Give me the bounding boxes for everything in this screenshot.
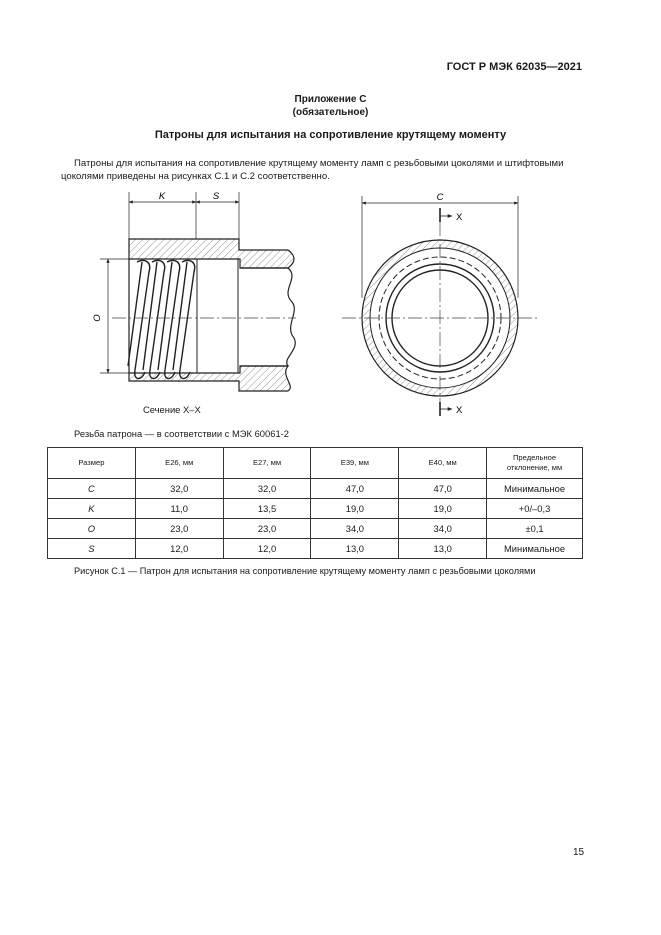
cell-e39: 19,0 xyxy=(311,499,399,519)
header-size: Размер xyxy=(48,448,136,479)
page-number: 15 xyxy=(573,847,585,858)
cell-e27: 12,0 xyxy=(223,539,311,559)
cell-tolerance: Минимальное xyxy=(487,539,583,559)
table-row xyxy=(48,539,583,559)
cell-size: S xyxy=(48,539,136,559)
cell-e39: 47,0 xyxy=(311,479,399,499)
cell-e26: 32,0 xyxy=(135,479,223,499)
section-marker-top: X xyxy=(456,212,463,223)
intro-paragraph: Патроны для испытания на сопротивление крутящему моменту ламп с резьбовыми цоколями и штифтовыми цоколями приведены на рисунках С.1 и С.2 соответственно. xyxy=(61,158,564,182)
figure-caption: Рисунок С.1 — Патрон для испытания на сопротивление крутящему моменту ламп с резьбовыми цоколями xyxy=(74,566,536,576)
table-row xyxy=(48,499,583,519)
cell-tolerance: Минимальное xyxy=(487,479,583,499)
table-row xyxy=(48,519,583,539)
annex-status: (обязательное) xyxy=(292,107,369,118)
cell-e40: 34,0 xyxy=(399,519,487,539)
table-header-row xyxy=(48,448,583,479)
cell-e39: 13,0 xyxy=(311,539,399,559)
section-title: Патроны для испытания на сопротивление крутящему моменту xyxy=(154,129,507,141)
table-row xyxy=(48,479,583,499)
cell-e27: 23,0 xyxy=(223,519,311,539)
dim-label-o: O xyxy=(92,314,103,322)
section-view xyxy=(92,191,296,391)
cell-e40: 19,0 xyxy=(399,499,487,519)
header-e40: E40, мм xyxy=(399,448,487,479)
cell-e40: 13,0 xyxy=(399,539,487,559)
cell-e26: 23,0 xyxy=(135,519,223,539)
thread-note: Резьба патрона — в соответствии с МЭК 60061-2 xyxy=(74,428,289,439)
dim-label-s: S xyxy=(212,191,220,202)
cell-e26: 11,0 xyxy=(135,499,223,519)
header-e26: E26, мм xyxy=(135,448,223,479)
cell-tolerance: ±0,1 xyxy=(487,519,583,539)
end-view xyxy=(342,192,538,416)
section-label: Сечение X–X xyxy=(143,404,201,415)
thread-coils xyxy=(128,260,195,378)
dimensions-table xyxy=(47,447,583,559)
cell-e27: 13,5 xyxy=(223,499,311,519)
cell-e27: 32,0 xyxy=(223,479,311,499)
body-outline xyxy=(287,268,295,366)
cell-size: K xyxy=(48,499,136,519)
header-e27: E27, мм xyxy=(223,448,311,479)
cell-size: C xyxy=(48,479,136,499)
section-marker-bottom: X xyxy=(456,405,463,416)
header-e39: E39, мм xyxy=(311,448,399,479)
cell-e26: 12,0 xyxy=(135,539,223,559)
annex-title: Приложение С xyxy=(294,94,367,105)
header-tolerance: Предельное отклонение, мм xyxy=(487,448,583,479)
cell-size: O xyxy=(48,519,136,539)
top-wall xyxy=(129,239,294,268)
cell-tolerance: +0/–0,3 xyxy=(487,499,583,519)
cell-e40: 47,0 xyxy=(399,479,487,499)
dim-label-c: C xyxy=(436,192,444,203)
standard-number: ГОСТ Р МЭК 62035—2021 xyxy=(446,61,582,73)
dim-label-k: K xyxy=(158,191,166,202)
cell-e39: 34,0 xyxy=(311,519,399,539)
